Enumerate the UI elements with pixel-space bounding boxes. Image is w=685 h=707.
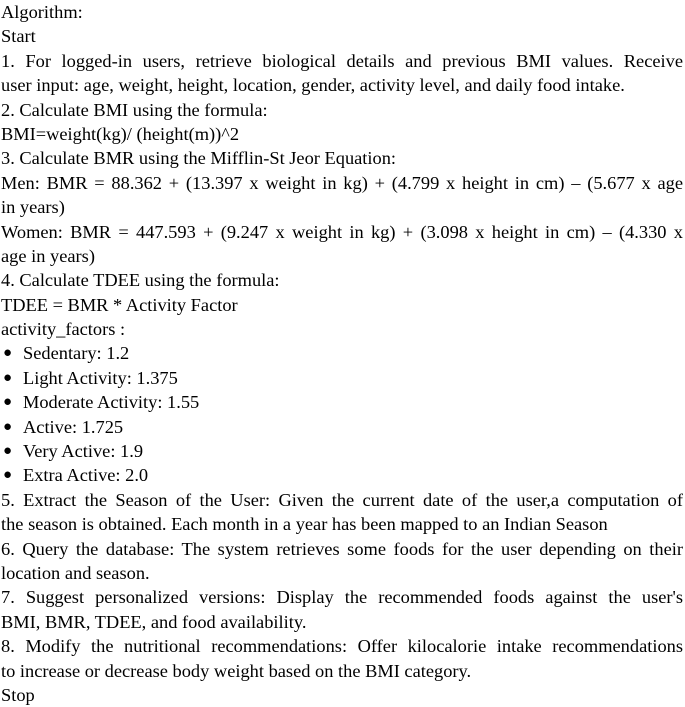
step-5-line-1: 5. Extract the Season of the User: Given the current date of the user,a computation of (1, 489, 683, 510)
tdee-formula: TDEE = BMR * Activity Factor (1, 294, 238, 315)
step-4-title: 4. Calculate TDEE using the formula: (1, 270, 280, 291)
step-8-line-1: 8. Modify the nutritional recommendations: Offer kilocalorie intake recommendations (1, 636, 683, 657)
step-6-line-2: location and season. (1, 562, 150, 583)
activity-factor-item (1, 390, 683, 414)
step-6-line-1: 6. Query the database: The system retrieves some foods for the user depending on their (1, 538, 683, 559)
bmr-men-formula-cont: in years) (1, 197, 65, 218)
activity-factor-item (1, 366, 683, 390)
step-5-line-2: the season is obtained. Each month in a year has been mapped to an Indian Season (1, 514, 608, 535)
bullet-icon: ● (3, 369, 13, 386)
activity-factor-item (1, 341, 683, 365)
bmr-men-formula: Men: BMR = 88.362 + (13.397 x weight in kg) + (4.799 x height in cm) – (5.677 x age (1, 172, 683, 193)
bullet-icon: ● (3, 467, 13, 484)
activity-factor-text: Light Activity: 1.375 (23, 367, 178, 388)
step-1-line-2: user input: age, weight, height, location, gender, activity level, and daily food intake. (1, 75, 625, 96)
bullet-icon: ● (3, 418, 13, 435)
step-3-title: 3. Calculate BMR using the Mifflin-St Jeor Equation: (1, 148, 397, 169)
step-8-line-2: to increase or decrease body weight based on the BMI category. (1, 660, 472, 681)
start-label: Start (1, 26, 36, 47)
bullet-icon: ● (3, 394, 13, 411)
bmr-women-formula-cont: age in years) (1, 245, 95, 266)
step-7-line-2: BMI, BMR, TDEE, and food availability. (1, 611, 307, 632)
step-7-line-1: 7. Suggest personalized versions: Display the recommended foods against the user's (1, 587, 683, 608)
bmi-formula: BMI=weight(kg)/ (height(m))^2 (1, 123, 240, 144)
bullet-icon: ● (3, 345, 13, 362)
activity-factor-text: Very Active: 1.9 (23, 441, 144, 462)
activity-factor-text: Active: 1.725 (23, 416, 124, 437)
activity-factor-text: Moderate Activity: 1.55 (23, 392, 200, 413)
activity-factor-text: Sedentary: 1.2 (23, 343, 130, 364)
stop-label: Stop (1, 684, 35, 705)
activity-factors-label: activity_factors : (1, 319, 126, 340)
activity-factor-item (1, 463, 683, 487)
algorithm-heading: Algorithm: (1, 2, 83, 22)
step-1-line-1: 1. For logged-in users, retrieve biological details and previous BMI values. Receive (1, 50, 683, 71)
activity-factor-item (1, 415, 683, 439)
activity-factor-item (1, 439, 683, 463)
bmr-women-formula: Women: BMR = 447.593 + (9.247 x weight in kg) + (3.098 x height in cm) – (4.330 x (1, 221, 683, 242)
step-2-title: 2. Calculate BMI using the formula: (1, 99, 268, 120)
bullet-icon: ● (3, 443, 13, 460)
activity-factor-text: Extra Active: 2.0 (23, 465, 149, 486)
